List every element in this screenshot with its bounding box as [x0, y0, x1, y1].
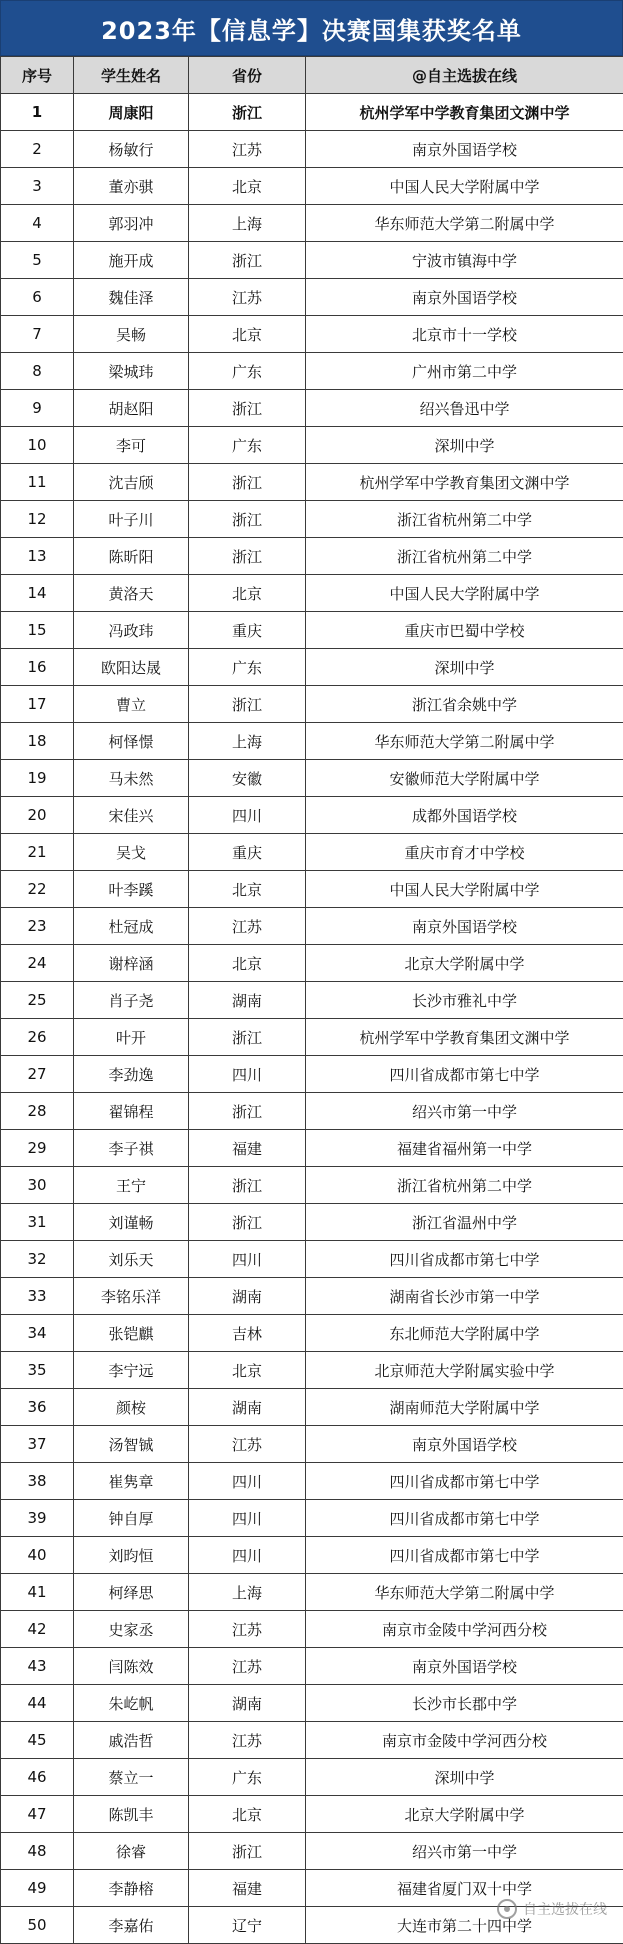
cell-province: 浙江	[189, 242, 306, 279]
cell-no: 49	[1, 1870, 74, 1907]
table-row	[1, 575, 623, 612]
cell-school: 成都外国语学校	[306, 797, 623, 834]
cell-province: 上海	[189, 1574, 306, 1611]
table-row	[1, 94, 623, 131]
cell-name: 陈昕阳	[74, 538, 189, 575]
cell-province: 北京	[189, 871, 306, 908]
cell-no: 37	[1, 1426, 74, 1463]
cell-name: 钟自厚	[74, 1500, 189, 1537]
cell-no: 10	[1, 427, 74, 464]
cell-no: 19	[1, 760, 74, 797]
cell-name: 戚浩哲	[74, 1722, 189, 1759]
table-row	[1, 205, 623, 242]
cell-province: 浙江	[189, 390, 306, 427]
table-row	[1, 168, 623, 205]
cell-school: 安徽师范大学附属中学	[306, 760, 623, 797]
cell-no: 27	[1, 1056, 74, 1093]
cell-school: 湖南师范大学附属中学	[306, 1389, 623, 1426]
table-row	[1, 982, 623, 1019]
cell-school: 广州市第二中学	[306, 353, 623, 390]
cell-school: 福建省福州第一中学	[306, 1130, 623, 1167]
cell-school: 南京外国语学校	[306, 279, 623, 316]
cell-name: 施开成	[74, 242, 189, 279]
cell-province: 湖南	[189, 1278, 306, 1315]
cell-no: 31	[1, 1204, 74, 1241]
table-row	[1, 1796, 623, 1833]
cell-no: 29	[1, 1130, 74, 1167]
table-row	[1, 1611, 623, 1648]
table-row	[1, 908, 623, 945]
cell-name: 王宁	[74, 1167, 189, 1204]
cell-province: 重庆	[189, 834, 306, 871]
cell-no: 5	[1, 242, 74, 279]
cell-name: 曹立	[74, 686, 189, 723]
cell-school: 杭州学军中学教育集团文渊中学	[306, 464, 623, 501]
cell-name: 李铭乐洋	[74, 1278, 189, 1315]
cell-no: 36	[1, 1389, 74, 1426]
cell-province: 浙江	[189, 538, 306, 575]
cell-no: 33	[1, 1278, 74, 1315]
cell-school: 长沙市雅礼中学	[306, 982, 623, 1019]
cell-no: 4	[1, 205, 74, 242]
cell-name: 汤智铖	[74, 1426, 189, 1463]
cell-no: 6	[1, 279, 74, 316]
table-row	[1, 1537, 623, 1574]
cell-province: 浙江	[189, 501, 306, 538]
cell-no: 14	[1, 575, 74, 612]
cell-school: 福建省厦门双十中学	[306, 1870, 623, 1907]
cell-name: 刘谨畅	[74, 1204, 189, 1241]
cell-no: 9	[1, 390, 74, 427]
cell-school: 南京外国语学校	[306, 131, 623, 168]
table-row	[1, 279, 623, 316]
cell-province: 江苏	[189, 131, 306, 168]
cell-no: 3	[1, 168, 74, 205]
cell-name: 郭羽冲	[74, 205, 189, 242]
table-row	[1, 1204, 623, 1241]
table-row	[1, 131, 623, 168]
page-title: 2023年【信息学】决赛国集获奖名单	[0, 0, 623, 56]
cell-school: 浙江省杭州第二中学	[306, 501, 623, 538]
cell-province: 浙江	[189, 464, 306, 501]
cell-province: 浙江	[189, 1204, 306, 1241]
cell-school: 南京市金陵中学河西分校	[306, 1611, 623, 1648]
table-header	[1, 57, 623, 94]
cell-school: 四川省成都市第七中学	[306, 1463, 623, 1500]
award-table	[0, 56, 623, 1944]
cell-no: 1	[1, 94, 74, 131]
table-row	[1, 1500, 623, 1537]
cell-name: 沈吉颀	[74, 464, 189, 501]
cell-school: 北京市十一学校	[306, 316, 623, 353]
cell-name: 胡赵阳	[74, 390, 189, 427]
cell-no: 41	[1, 1574, 74, 1611]
cell-province: 四川	[189, 1056, 306, 1093]
cell-school: 绍兴市第一中学	[306, 1833, 623, 1870]
cell-school: 北京师范大学附属实验中学	[306, 1352, 623, 1389]
cell-name: 陈凯丰	[74, 1796, 189, 1833]
cell-province: 广东	[189, 353, 306, 390]
cell-no: 48	[1, 1833, 74, 1870]
cell-province: 湖南	[189, 1685, 306, 1722]
cell-school: 长沙市长郡中学	[306, 1685, 623, 1722]
cell-school: 深圳中学	[306, 427, 623, 464]
cell-province: 浙江	[189, 1093, 306, 1130]
cell-no: 24	[1, 945, 74, 982]
table-row	[1, 390, 623, 427]
table-row	[1, 1759, 623, 1796]
table-row	[1, 797, 623, 834]
cell-school: 浙江省杭州第二中学	[306, 1167, 623, 1204]
cell-province: 江苏	[189, 1722, 306, 1759]
cell-no: 20	[1, 797, 74, 834]
table-row	[1, 242, 623, 279]
cell-school: 大连市第二十四中学	[306, 1907, 623, 1944]
cell-school: 中国人民大学附属中学	[306, 575, 623, 612]
cell-no: 34	[1, 1315, 74, 1352]
table-row	[1, 501, 623, 538]
cell-school: 宁波市镇海中学	[306, 242, 623, 279]
table-row	[1, 353, 623, 390]
cell-name: 宋佳兴	[74, 797, 189, 834]
table-row	[1, 834, 623, 871]
table-row	[1, 1278, 623, 1315]
cell-no: 13	[1, 538, 74, 575]
cell-no: 40	[1, 1537, 74, 1574]
table-row	[1, 723, 623, 760]
cell-school: 中国人民大学附属中学	[306, 168, 623, 205]
cell-school: 深圳中学	[306, 649, 623, 686]
table-row	[1, 945, 623, 982]
cell-no: 11	[1, 464, 74, 501]
table-row	[1, 686, 623, 723]
cell-school: 绍兴市第一中学	[306, 1093, 623, 1130]
table-body	[1, 94, 623, 1944]
cell-school: 华东师范大学第二附属中学	[306, 723, 623, 760]
cell-name: 徐睿	[74, 1833, 189, 1870]
cell-name: 崔隽章	[74, 1463, 189, 1500]
cell-name: 柯绎思	[74, 1574, 189, 1611]
table-row	[1, 316, 623, 353]
cell-no: 45	[1, 1722, 74, 1759]
cell-province: 吉林	[189, 1315, 306, 1352]
table-row	[1, 1426, 623, 1463]
cell-school: 杭州学军中学教育集团文渊中学	[306, 94, 623, 131]
cell-name: 冯政玮	[74, 612, 189, 649]
table-row	[1, 1093, 623, 1130]
table-row	[1, 1056, 623, 1093]
cell-name: 闫陈效	[74, 1648, 189, 1685]
cell-no: 44	[1, 1685, 74, 1722]
table-row	[1, 871, 623, 908]
cell-no: 23	[1, 908, 74, 945]
table-row	[1, 1241, 623, 1278]
cell-school: 南京外国语学校	[306, 1648, 623, 1685]
table-row	[1, 1574, 623, 1611]
cell-province: 北京	[189, 316, 306, 353]
cell-province: 四川	[189, 1241, 306, 1278]
table-row	[1, 1167, 623, 1204]
header-school: @自主选拔在线	[306, 57, 623, 94]
table-row	[1, 464, 623, 501]
cell-no: 21	[1, 834, 74, 871]
table-row	[1, 1019, 623, 1056]
cell-school: 北京大学附属中学	[306, 945, 623, 982]
cell-name: 张铠麒	[74, 1315, 189, 1352]
cell-name: 叶李蹊	[74, 871, 189, 908]
cell-school: 华东师范大学第二附属中学	[306, 205, 623, 242]
cell-name: 黄洛天	[74, 575, 189, 612]
cell-no: 30	[1, 1167, 74, 1204]
cell-name: 叶开	[74, 1019, 189, 1056]
cell-no: 18	[1, 723, 74, 760]
cell-name: 周康阳	[74, 94, 189, 131]
cell-school: 四川省成都市第七中学	[306, 1500, 623, 1537]
cell-province: 江苏	[189, 1648, 306, 1685]
cell-name: 李嘉佑	[74, 1907, 189, 1944]
cell-name: 刘乐天	[74, 1241, 189, 1278]
table-row	[1, 427, 623, 464]
cell-province: 四川	[189, 1500, 306, 1537]
cell-province: 福建	[189, 1870, 306, 1907]
cell-no: 26	[1, 1019, 74, 1056]
cell-school: 四川省成都市第七中学	[306, 1056, 623, 1093]
cell-name: 朱屹帆	[74, 1685, 189, 1722]
cell-name: 吴畅	[74, 316, 189, 353]
cell-no: 47	[1, 1796, 74, 1833]
header-province: 省份	[189, 57, 306, 94]
cell-school: 中国人民大学附属中学	[306, 871, 623, 908]
cell-province: 湖南	[189, 982, 306, 1019]
cell-school: 绍兴鲁迅中学	[306, 390, 623, 427]
cell-name: 史家丞	[74, 1611, 189, 1648]
cell-province: 安徽	[189, 760, 306, 797]
cell-no: 32	[1, 1241, 74, 1278]
cell-school: 浙江省余姚中学	[306, 686, 623, 723]
cell-province: 浙江	[189, 1167, 306, 1204]
cell-no: 2	[1, 131, 74, 168]
cell-name: 肖子尧	[74, 982, 189, 1019]
table-row	[1, 1315, 623, 1352]
cell-no: 38	[1, 1463, 74, 1500]
cell-name: 董亦骐	[74, 168, 189, 205]
cell-no: 25	[1, 982, 74, 1019]
cell-school: 重庆市巴蜀中学校	[306, 612, 623, 649]
cell-name: 魏佳泽	[74, 279, 189, 316]
cell-name: 马未然	[74, 760, 189, 797]
table-row	[1, 1352, 623, 1389]
cell-province: 辽宁	[189, 1907, 306, 1944]
cell-province: 北京	[189, 1796, 306, 1833]
cell-no: 42	[1, 1611, 74, 1648]
cell-name: 李可	[74, 427, 189, 464]
cell-province: 江苏	[189, 1426, 306, 1463]
cell-province: 福建	[189, 1130, 306, 1167]
cell-no: 16	[1, 649, 74, 686]
cell-province: 广东	[189, 649, 306, 686]
header-no: 序号	[1, 57, 74, 94]
cell-province: 广东	[189, 1759, 306, 1796]
table-row	[1, 1833, 623, 1870]
cell-school: 深圳中学	[306, 1759, 623, 1796]
cell-school: 南京外国语学校	[306, 1426, 623, 1463]
cell-province: 浙江	[189, 1019, 306, 1056]
table-row	[1, 760, 623, 797]
cell-name: 蔡立一	[74, 1759, 189, 1796]
cell-school: 四川省成都市第七中学	[306, 1537, 623, 1574]
cell-no: 28	[1, 1093, 74, 1130]
cell-school: 南京外国语学校	[306, 908, 623, 945]
cell-province: 浙江	[189, 1833, 306, 1870]
cell-name: 欧阳达晟	[74, 649, 189, 686]
cell-no: 22	[1, 871, 74, 908]
cell-province: 上海	[189, 205, 306, 242]
cell-name: 吴戈	[74, 834, 189, 871]
cell-school: 浙江省温州中学	[306, 1204, 623, 1241]
cell-school: 重庆市育才中学校	[306, 834, 623, 871]
cell-name: 梁城玮	[74, 353, 189, 390]
cell-name: 李宁远	[74, 1352, 189, 1389]
table-row	[1, 1463, 623, 1500]
cell-province: 四川	[189, 1463, 306, 1500]
cell-province: 北京	[189, 945, 306, 982]
cell-school: 湖南省长沙市第一中学	[306, 1278, 623, 1315]
table-row	[1, 1685, 623, 1722]
cell-name: 刘昀恒	[74, 1537, 189, 1574]
table-row	[1, 649, 623, 686]
cell-no: 46	[1, 1759, 74, 1796]
cell-school: 华东师范大学第二附属中学	[306, 1574, 623, 1611]
table-row	[1, 1648, 623, 1685]
cell-school: 杭州学军中学教育集团文渊中学	[306, 1019, 623, 1056]
cell-no: 12	[1, 501, 74, 538]
cell-province: 江苏	[189, 1611, 306, 1648]
cell-province: 湖南	[189, 1389, 306, 1426]
cell-name: 李静榕	[74, 1870, 189, 1907]
cell-name: 颜桉	[74, 1389, 189, 1426]
cell-no: 39	[1, 1500, 74, 1537]
cell-no: 15	[1, 612, 74, 649]
table-row	[1, 538, 623, 575]
table-row	[1, 1907, 623, 1944]
cell-school: 四川省成都市第七中学	[306, 1241, 623, 1278]
cell-name: 杨敏行	[74, 131, 189, 168]
cell-name: 翟锦程	[74, 1093, 189, 1130]
cell-name: 杜冠成	[74, 908, 189, 945]
cell-province: 江苏	[189, 908, 306, 945]
cell-province: 四川	[189, 1537, 306, 1574]
cell-no: 7	[1, 316, 74, 353]
table-row	[1, 612, 623, 649]
cell-no: 35	[1, 1352, 74, 1389]
header-name: 学生姓名	[74, 57, 189, 94]
cell-name: 李子祺	[74, 1130, 189, 1167]
cell-name: 叶子川	[74, 501, 189, 538]
cell-province: 北京	[189, 575, 306, 612]
cell-province: 重庆	[189, 612, 306, 649]
cell-province: 四川	[189, 797, 306, 834]
cell-province: 浙江	[189, 94, 306, 131]
cell-no: 43	[1, 1648, 74, 1685]
table-row	[1, 1389, 623, 1426]
table-row	[1, 1870, 623, 1907]
cell-no: 17	[1, 686, 74, 723]
header-row	[1, 57, 623, 94]
watermark-text: 自主选拔在线	[523, 1899, 607, 1919]
cell-name: 谢梓涵	[74, 945, 189, 982]
cell-province: 江苏	[189, 279, 306, 316]
table-row	[1, 1722, 623, 1759]
cell-no: 50	[1, 1907, 74, 1944]
table-row	[1, 1130, 623, 1167]
cell-school: 北京大学附属中学	[306, 1796, 623, 1833]
cell-school: 东北师范大学附属中学	[306, 1315, 623, 1352]
cell-no: 8	[1, 353, 74, 390]
cell-school: 浙江省杭州第二中学	[306, 538, 623, 575]
cell-province: 上海	[189, 723, 306, 760]
cell-name: 李劲逸	[74, 1056, 189, 1093]
cell-province: 北京	[189, 1352, 306, 1389]
cell-province: 广东	[189, 427, 306, 464]
cell-province: 北京	[189, 168, 306, 205]
cell-province: 浙江	[189, 686, 306, 723]
cell-school: 南京市金陵中学河西分校	[306, 1722, 623, 1759]
cell-name: 柯怿憬	[74, 723, 189, 760]
